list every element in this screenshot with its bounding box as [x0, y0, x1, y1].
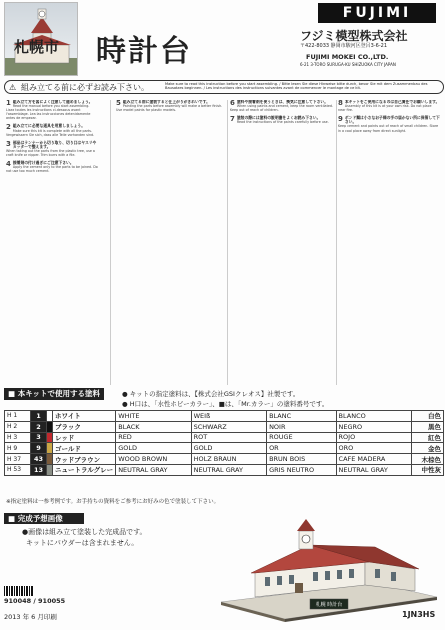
paint-note-codes: ● H口は、「水性ホビーカラー」、■は、「Mr.カラー」の塗料番号です。: [122, 400, 329, 408]
paint-code: H 53: [5, 464, 31, 475]
paint-name-en: WHITE: [116, 411, 191, 422]
paint-row: [5, 454, 444, 465]
paint-name-cn: 金色: [412, 443, 444, 454]
paint-code: H 9: [5, 443, 31, 454]
print-date: 2013 年 6 月印刷: [4, 613, 57, 621]
paint-name-cn: 紅色: [412, 432, 444, 443]
paint-name-cn: 木棕色: [412, 454, 444, 465]
paint-name-fr: GRIS NEUTRO: [267, 464, 336, 475]
instruction-step: 6 塗料や接着剤を使うときは、換気に注意して下さい。 When using paints and cement, keep the room ventilated. Keep out of reach of children.: [230, 100, 334, 113]
fujimi-logo: FUJIMI: [318, 3, 436, 23]
paint-name-de: GOLD: [191, 443, 266, 454]
finish-note-painted: ●画像は組み立て塗装した完成品です。: [22, 528, 147, 536]
column-divider: [227, 100, 228, 385]
company-address-en: 6-21 3-TORO SURUGA-KU SHIZUOKA CITY JAPAN: [300, 62, 396, 67]
paint-name-en: GOLD: [116, 443, 191, 454]
paint-name-en: WOOD BROWN: [116, 454, 191, 465]
paint-name-de: NEUTRAL GRAY: [191, 464, 266, 475]
kit-title: 時計台: [96, 34, 192, 69]
paint-row: [5, 443, 444, 454]
paint-name-jp: ウッドブラウン: [53, 454, 116, 465]
company-name-jp: フジミ模型株式会社: [300, 29, 408, 43]
paint-row: [5, 421, 444, 432]
header: [0, 0, 445, 78]
instruction-step: 2 組み立てに必要な道具を用意しましょう。 Make sure this kit is complete with all the parts. Vergewissern Sie sich, dass alle Teile vorhanden sind.: [6, 123, 95, 137]
paint-number: 43: [31, 454, 47, 465]
barcode-logo: [4, 586, 34, 596]
paint-name-jp: ブラック: [53, 421, 116, 432]
paint-code: H 1: [5, 411, 31, 422]
paint-name-fr: OR: [267, 443, 336, 454]
paint-name-fr: BLANC: [267, 411, 336, 422]
paint-row: [5, 432, 444, 443]
paint-code: H 37: [5, 454, 31, 465]
paint-code: H 3: [5, 432, 31, 443]
paint-name-en: RED: [116, 432, 191, 443]
paint-footnote: ※指定塗料は一参考例です。お手持ちの資料をご参考にお好みの色で塗装して下さい。: [6, 499, 220, 505]
paint-note-brand: ● キットの指定塗料は、【株式会社GSIクレオス】社製です。: [122, 390, 300, 398]
paint-name-es: NEUTRAL GRAY: [336, 464, 411, 475]
paint-name-de: HOLZ BRAUN: [191, 454, 266, 465]
paint-name-en: NEUTRAL GRAY: [116, 464, 191, 475]
paint-number: 2: [31, 421, 47, 432]
warning-icon: ⚠: [9, 83, 17, 92]
instruction-step: 8 本キットをご使用になるのは自己責任でお願いします。 Assembly of this kit is at your own risk. Do not place near fire.: [338, 100, 440, 113]
paint-name-es: ROJO: [336, 432, 411, 443]
paint-name-es: NEGRO: [336, 421, 411, 432]
instruction-step: 9 ボンド類は小さなお子様の手の届かない所に保管して下さい。 Keep cement and paints out of reach of small children. Store in a cool place away from direct sunlight.: [338, 115, 440, 133]
company-name-en: FUJIMI MOKEI CO.,LTD.: [306, 53, 389, 61]
paint-name-fr: BRUN BOIS: [267, 454, 336, 465]
finish-note-powder: キットにパウダーは含まれません。: [26, 539, 139, 547]
paint-name-fr: NOIR: [267, 421, 336, 432]
paint-number: 13: [31, 464, 47, 475]
paint-number: 3: [31, 432, 47, 443]
paint-name-cn: 中性灰: [412, 464, 444, 475]
instruction-step: 3 部品はランナーから切り取り、切り口はヤスリやカッターで整えます。 When taking out the parts from the plastic tree, use a craft knife or nipper. Trim burrs with a file.: [6, 139, 97, 158]
paint-name-es: ORO: [336, 443, 411, 454]
instruction-step: 4 接着剤の付け過ぎにご注意下さい。 Apply the cement only to the parts to be joined. Do not use too much cement.: [6, 160, 98, 174]
paint-name-jp: ニュートラルグレー: [53, 464, 116, 475]
paint-name-cn: 黒色: [412, 421, 444, 432]
instruction-column-3: [230, 100, 338, 385]
notice-en: Make sure to read this instruction before you start assembling. / Bitte lesen Sie diese Hinweise bitte durch, bevor Sie mit dem Zusammenbau des Bausatzes beginnen. / Les instructions des instructions suivantes avant de commencer le montage de ce kit.: [165, 82, 428, 90]
instruction-column-2: [116, 100, 224, 385]
paint-name-de: ROT: [191, 432, 266, 443]
paint-name-cn: 白色: [412, 411, 444, 422]
instruction-step: 7 塗装の際には塗料の説明書をよくお読み下さい。 Read the instructions of the paints carefully before use.: [230, 115, 329, 125]
product-code: 910048 / 910055: [4, 597, 66, 605]
paint-name-es: BLANCO: [336, 411, 411, 422]
paint-name-jp: ゴールド: [53, 443, 116, 454]
paint-row: [5, 464, 444, 475]
paint-table: [4, 410, 444, 476]
paint-name-en: BLACK: [116, 421, 191, 432]
paint-section-title: ■ 本キットで使用する塗料: [4, 388, 104, 400]
read-before-notice: [4, 80, 444, 94]
column-divider: [110, 100, 111, 385]
company-address-jp: 〒422-8033 静岡市駿河区登呂3-6-21: [300, 43, 387, 49]
paint-name-de: SCHWARZ: [191, 421, 266, 432]
paint-name-de: WEIß: [191, 411, 266, 422]
paint-code: H 2: [5, 421, 31, 432]
paint-name-jp: レッド: [53, 432, 116, 443]
notice-jp: 組み立てる前に必ずお読み下さい。: [21, 83, 149, 92]
paint-number: 9: [31, 443, 47, 454]
finished-model-image: [215, 517, 441, 622]
model-sign-text: 札幌 時計台: [315, 602, 343, 608]
instruction-column-1: [6, 100, 98, 385]
instruction-step: 1 組み立て方を図によく注意して進めましょう。 Read the manual before you start assembling. Lisez toutes les instructions ci-dessous avant l'assemblage. Lea las instrucciones detenidamente antes de empezar.: [6, 100, 93, 121]
instruction-column-4: [338, 100, 440, 385]
instruction-step: 5 組み立てる前に塗装すると仕上がりがきれいです。 Painting the parts before assembly will make a better finish. Use model paints for plastic models.: [116, 100, 223, 113]
paint-name-es: CAFE MADERA: [336, 454, 411, 465]
finish-section-title: ■ 完成予想画像: [4, 513, 84, 524]
city-name: 札幌市: [14, 38, 60, 56]
paint-row: [5, 411, 444, 422]
paint-name-jp: ホワイト: [53, 411, 116, 422]
paint-number: 1: [31, 411, 47, 422]
sheet-ref: 1JN3HS: [402, 610, 436, 619]
paint-name-fr: ROUGE: [267, 432, 336, 443]
